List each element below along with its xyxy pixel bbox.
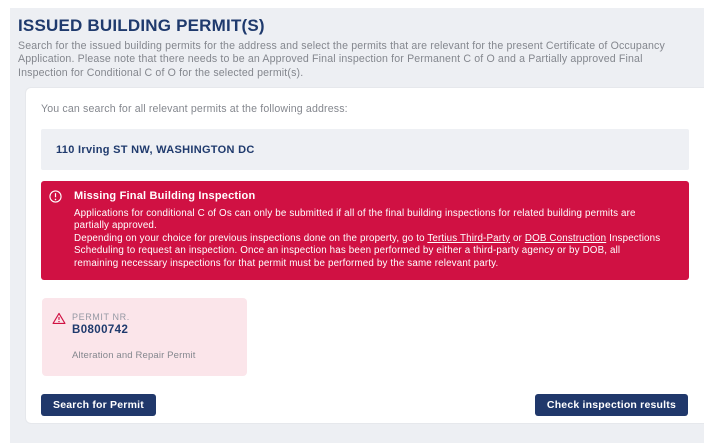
address-intro: You can search for all relevant permits at the following address: <box>41 103 348 115</box>
tertius-third-party-link[interactable]: Tertius Third-Party <box>427 232 511 244</box>
permit-card[interactable] <box>42 298 247 376</box>
permit-type: Alteration and Repair Permit <box>72 350 196 361</box>
dob-construction-link[interactable]: DOB Construction <box>524 232 607 244</box>
alert-paragraph-1: Applications for conditional C of Os can only be submitted if all of the final building inspections for related building permits are partially approved. <box>74 208 636 232</box>
page-title: ISSUED BUILDING PERMIT(S) <box>18 16 265 35</box>
page-description: Search for the issued building permits for the address and select the permits that are relevant for the present Certificate of Occupancy Application. Please note that there needs to be an Approved Final inspection for Permanent C of O and a Partially approved Final Inspection for Conditional C of O for the selected permit(s). <box>18 40 665 79</box>
missing-inspection-alert <box>41 181 689 280</box>
permit-nr-label: PERMIT NR. <box>72 312 130 322</box>
alert-body <box>74 208 666 270</box>
check-inspection-results-button[interactable]: Check inspection results <box>535 394 688 416</box>
address-text: 110 Irving ST NW, WASHINGTON DC <box>56 143 255 156</box>
permits-card <box>25 87 704 424</box>
warning-triangle-icon <box>52 312 66 325</box>
alert-paragraph-2-after: Inspections Scheduling to request an inspection. Once an inspection has been performed by either a third-party agency or by DOB, all remaining necessary inspections for that permit must be performed by the same relevant party. <box>74 232 661 269</box>
alert-title: Missing Final Building Inspection <box>74 190 256 202</box>
page-panel <box>10 8 704 443</box>
search-for-permit-button[interactable]: Search for Permit <box>41 394 156 416</box>
alert-paragraph-2-middle: or <box>510 232 525 244</box>
address-display-bar <box>41 129 689 170</box>
alert-circle-icon <box>49 190 62 203</box>
permit-number: B0800742 <box>72 324 129 336</box>
alert-paragraph-2-before: Depending on your choice for previous inspections done on the property, go to <box>74 232 428 244</box>
